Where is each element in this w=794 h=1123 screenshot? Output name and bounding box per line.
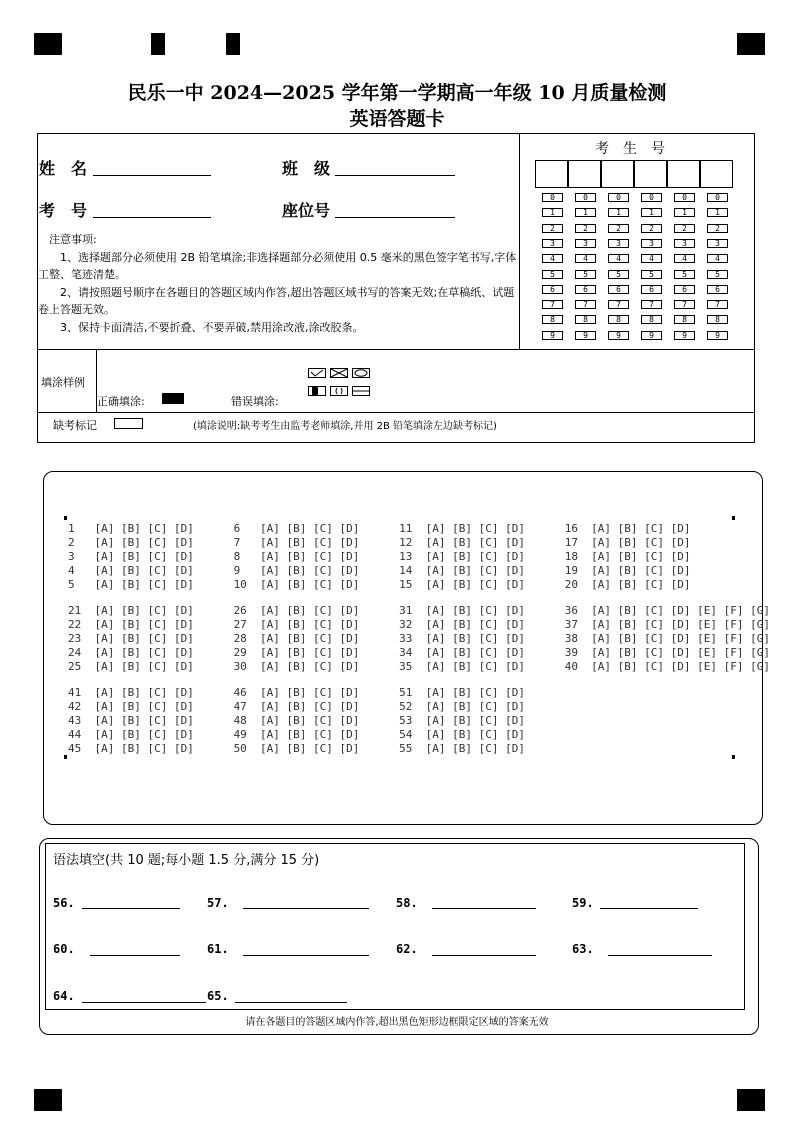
exam-number-box[interactable] [601,160,634,188]
mc-question-row[interactable]: 43 [A] [B] [C] [D] 48 [A] [B] [C] [D] 53 [A] [B] [C] [D] [68,714,525,727]
exam-number-bubble[interactable]: 6 [608,285,629,294]
exam-number-bubble[interactable]: 3 [641,239,662,248]
exam-number-bubble[interactable]: 0 [608,193,629,202]
exam-number-bubble[interactable]: 2 [542,224,563,233]
exam-number-bubble[interactable]: 0 [707,193,728,202]
exam-number-bubble[interactable]: 5 [575,270,596,279]
exam-number-bubble[interactable]: 5 [641,270,662,279]
exam-number-bubble[interactable]: 0 [542,193,563,202]
exam-number-bubble[interactable]: 2 [575,224,596,233]
exam-number-bubble[interactable]: 4 [608,254,629,263]
timing-mark [151,33,165,55]
exam-number-bubble[interactable]: 4 [575,254,596,263]
correct-fill-mark [162,393,184,404]
mc-question-row[interactable]: 41 [A] [B] [C] [D] 46 [A] [B] [C] [D] 51 [A] [B] [C] [D] [68,686,525,699]
grammar-question-number: 56. [53,896,75,910]
wrong-fill-circle-icon [352,368,370,378]
grammar-answer-line[interactable] [243,908,369,909]
timing-mark [737,33,765,55]
timing-mark [737,1089,765,1111]
grammar-answer-line[interactable] [600,908,698,909]
mc-question-row[interactable]: 45 [A] [B] [C] [D] 50 [A] [B] [C] [D] 55 [A] [B] [C] [D] [68,742,525,755]
grammar-question-number: 62. [396,942,418,956]
wrong-fill-bracket-icon [330,386,348,396]
wrong-fill-half-icon [308,386,326,396]
exam-number-bubble[interactable]: 2 [674,224,695,233]
exam-number-bubble[interactable]: 9 [641,331,662,340]
mc-question-row[interactable]: 25 [A] [B] [C] [D] 30 [A] [B] [C] [D] 35 [A] [B] [C] [D] 40 [A] [B] [C] [D] [E] [F] [G] [68,660,770,673]
exam-number-bubble[interactable]: 0 [641,193,662,202]
exam-number-bubble[interactable]: 7 [641,300,662,309]
exam-number-bubble[interactable]: 7 [674,300,695,309]
corner-dot [64,755,67,759]
exam-number-bubble[interactable]: 9 [674,331,695,340]
absent-note: (填涂说明:缺考考生由监考老师填涂,并用 2B 铅笔填涂左边缺考标记) [193,421,497,432]
exam-number-bubble[interactable]: 9 [575,331,596,340]
grammar-question-number: 63. [572,942,594,956]
grammar-question-number: 65. [207,989,229,1003]
mc-question-row[interactable]: 1 [A] [B] [C] [D] 6 [A] [B] [C] [D] 11 [A] [B] [C] [D] 16 [A] [B] [C] [D] [68,522,691,535]
seat-label: 座位号 [282,201,331,220]
timing-mark [226,33,240,55]
grammar-question-number: 61. [207,942,229,956]
timing-mark [34,1089,62,1111]
grammar-question-number: 60. [53,942,75,956]
exam-no-field[interactable] [93,217,211,218]
name-label: 姓 名 [39,159,88,178]
grammar-inner-frame [45,843,745,1010]
grammar-answer-line[interactable] [90,955,180,956]
exam-number-bubble[interactable]: 6 [641,285,662,294]
mc-question-row[interactable]: 44 [A] [B] [C] [D] 49 [A] [B] [C] [D] 54 [A] [B] [C] [D] [68,728,525,741]
exam-number-bubble[interactable]: 3 [575,239,596,248]
grammar-question-number: 59. [572,896,594,910]
exam-number-bubble[interactable]: 3 [542,239,563,248]
mc-question-row[interactable]: 21 [A] [B] [C] [D] 26 [A] [B] [C] [D] 31 [A] [B] [C] [D] 36 [A] [B] [C] [D] [E] [F] [G] [68,604,770,617]
exam-number-bubble[interactable]: 3 [674,239,695,248]
mc-question-row[interactable]: 2 [A] [B] [C] [D] 7 [A] [B] [C] [D] 12 [A] [B] [C] [D] 17 [A] [B] [C] [D] [68,536,691,549]
header-panel [37,133,755,443]
exam-number-bubble[interactable]: 8 [707,315,728,324]
name-field[interactable] [93,175,211,176]
wrong-fill-cross-icon [330,368,348,378]
notes-item: 2、请按照题号顺序在各题目的答题区域内作答,超出答题区域书写的答案无效;在草稿纸、试题卷上答题无效。 [38,285,515,316]
exam-number-bubble[interactable]: 2 [608,224,629,233]
exam-number-bubble[interactable]: 1 [608,208,629,217]
exam-number-bubble[interactable]: 0 [674,193,695,202]
exam-number-box[interactable] [700,160,733,188]
notes-item: 1、选择题部分必须使用 2B 铅笔填涂;非选择题部分必须使用 0.5 毫米的黑色签字笔书写,字体工整、笔迹清楚。 [38,250,517,281]
fill-sample-label: 填涂样例 [41,376,85,389]
grammar-title: 语法填空(共 10 题;每小题 1.5 分,满分 15 分) [53,853,320,868]
exam-number-bubble[interactable]: 9 [707,331,728,340]
exam-title: 民乐一中 2024—2025 学年第一学期高一年级 10 月质量检测 [127,82,667,104]
grammar-answer-line[interactable] [608,955,712,956]
exam-number-bubble[interactable]: 5 [608,270,629,279]
exam-number-bubble[interactable]: 2 [707,224,728,233]
exam-number-bubble[interactable]: 9 [542,331,563,340]
exam-number-bubble[interactable]: 8 [608,315,629,324]
exam-number-box[interactable] [667,160,700,188]
exam-number-box[interactable] [634,160,667,188]
exam-number-bubble[interactable]: 6 [674,285,695,294]
corner-dot [64,516,67,520]
mc-question-row[interactable]: 42 [A] [B] [C] [D] 47 [A] [B] [C] [D] 52 [A] [B] [C] [D] [68,700,525,713]
mc-question-row[interactable]: 23 [A] [B] [C] [D] 28 [A] [B] [C] [D] 33 [A] [B] [C] [D] 38 [A] [B] [C] [D] [E] [F] [G] [68,632,770,645]
grammar-answer-line[interactable] [235,1002,347,1003]
grammar-answer-line[interactable] [432,955,536,956]
wrong-fill-check-icon [308,368,326,378]
class-field[interactable] [335,175,455,176]
exam-number-bubble[interactable]: 3 [707,239,728,248]
absent-mark-box[interactable] [114,418,143,429]
grammar-answer-line[interactable] [82,1002,206,1003]
exam-number-bubble[interactable]: 8 [575,315,596,324]
mc-question-row[interactable]: 24 [A] [B] [C] [D] 29 [A] [B] [C] [D] 34 [A] [B] [C] [D] 39 [A] [B] [C] [D] [E] [F] [G] [68,646,770,659]
exam-number-bubble[interactable]: 1 [575,208,596,217]
exam-number-bubble[interactable]: 7 [608,300,629,309]
exam-number-bubble[interactable]: 4 [674,254,695,263]
exam-number-bubble[interactable]: 8 [641,315,662,324]
grammar-answer-line[interactable] [432,908,536,909]
exam-number-bubble[interactable]: 0 [575,193,596,202]
exam-number-bubble[interactable]: 8 [542,315,563,324]
exam-number-bubble[interactable]: 7 [575,300,596,309]
exam-number-bubble[interactable]: 5 [674,270,695,279]
exam-number-bubble[interactable]: 9 [608,331,629,340]
grammar-answer-line[interactable] [243,955,369,956]
exam-number-bubble[interactable]: 6 [707,285,728,294]
mc-question-row[interactable]: 3 [A] [B] [C] [D] 8 [A] [B] [C] [D] 13 [A] [B] [C] [D] 18 [A] [B] [C] [D] [68,550,691,563]
exam-number-bubble[interactable]: 7 [542,300,563,309]
grammar-answer-line[interactable] [82,908,180,909]
absent-label: 缺考标记 [53,419,97,432]
grammar-question-number: 64. [53,989,75,1003]
exam-number-box[interactable] [568,160,601,188]
mc-question-row[interactable]: 5 [A] [B] [C] [D] 10 [A] [B] [C] [D] 15 [A] [B] [C] [D] 20 [A] [B] [C] [D] [68,578,691,591]
seat-field[interactable] [335,217,455,218]
card-title: 英语答题卡 [349,108,445,130]
exam-number-bubble[interactable]: 5 [707,270,728,279]
notes-heading: 注意事项: [49,233,97,246]
exam-number-bubble[interactable]: 2 [641,224,662,233]
timing-mark [34,33,62,55]
wrong-fill-label: 错误填涂: [231,395,279,408]
exam-number-bubble[interactable]: 4 [641,254,662,263]
mc-question-row[interactable]: 4 [A] [B] [C] [D] 9 [A] [B] [C] [D] 14 [A] [B] [C] [D] 19 [A] [B] [C] [D] [68,564,691,577]
footer-note: 请在各题目的答题区域内作答,超出黑色矩形边框限定区域的答案无效 [245,1017,549,1028]
exam-number-title: 考生号 [595,141,679,157]
exam-number-bubble[interactable]: 4 [542,254,563,263]
exam-number-bubble[interactable]: 7 [707,300,728,309]
mc-question-row[interactable]: 22 [A] [B] [C] [D] 27 [A] [B] [C] [D] 32 [A] [B] [C] [D] 37 [A] [B] [C] [D] [E] [F] [G] [68,618,770,631]
grammar-question-number: 57. [207,896,229,910]
exam-number-bubble[interactable]: 6 [575,285,596,294]
exam-number-bubble[interactable]: 4 [707,254,728,263]
notes [38,231,520,336]
exam-number-bubble[interactable]: 1 [641,208,662,217]
class-label: 班 级 [282,159,331,178]
notes-item: 3、保持卡面清洁,不要折叠、不要弄破,禁用涂改液,涂改胶条。 [60,320,364,334]
corner-dot [732,516,735,520]
exam-number-bubble[interactable]: 1 [542,208,563,217]
exam-number-box[interactable] [535,160,568,188]
exam-number-bubble[interactable]: 3 [608,239,629,248]
wrong-fill-line-icon [352,386,370,396]
exam-number-bubble[interactable]: 1 [707,208,728,217]
exam-number-bubble[interactable]: 6 [542,285,563,294]
correct-fill-label: 正确填涂: [97,395,145,408]
exam-number-bubble[interactable]: 5 [542,270,563,279]
exam-number-bubble[interactable]: 8 [674,315,695,324]
corner-dot [732,755,735,759]
grammar-question-number: 58. [396,896,418,910]
exam-number-bubble[interactable]: 1 [674,208,695,217]
exam-no-label: 考 号 [39,201,88,220]
